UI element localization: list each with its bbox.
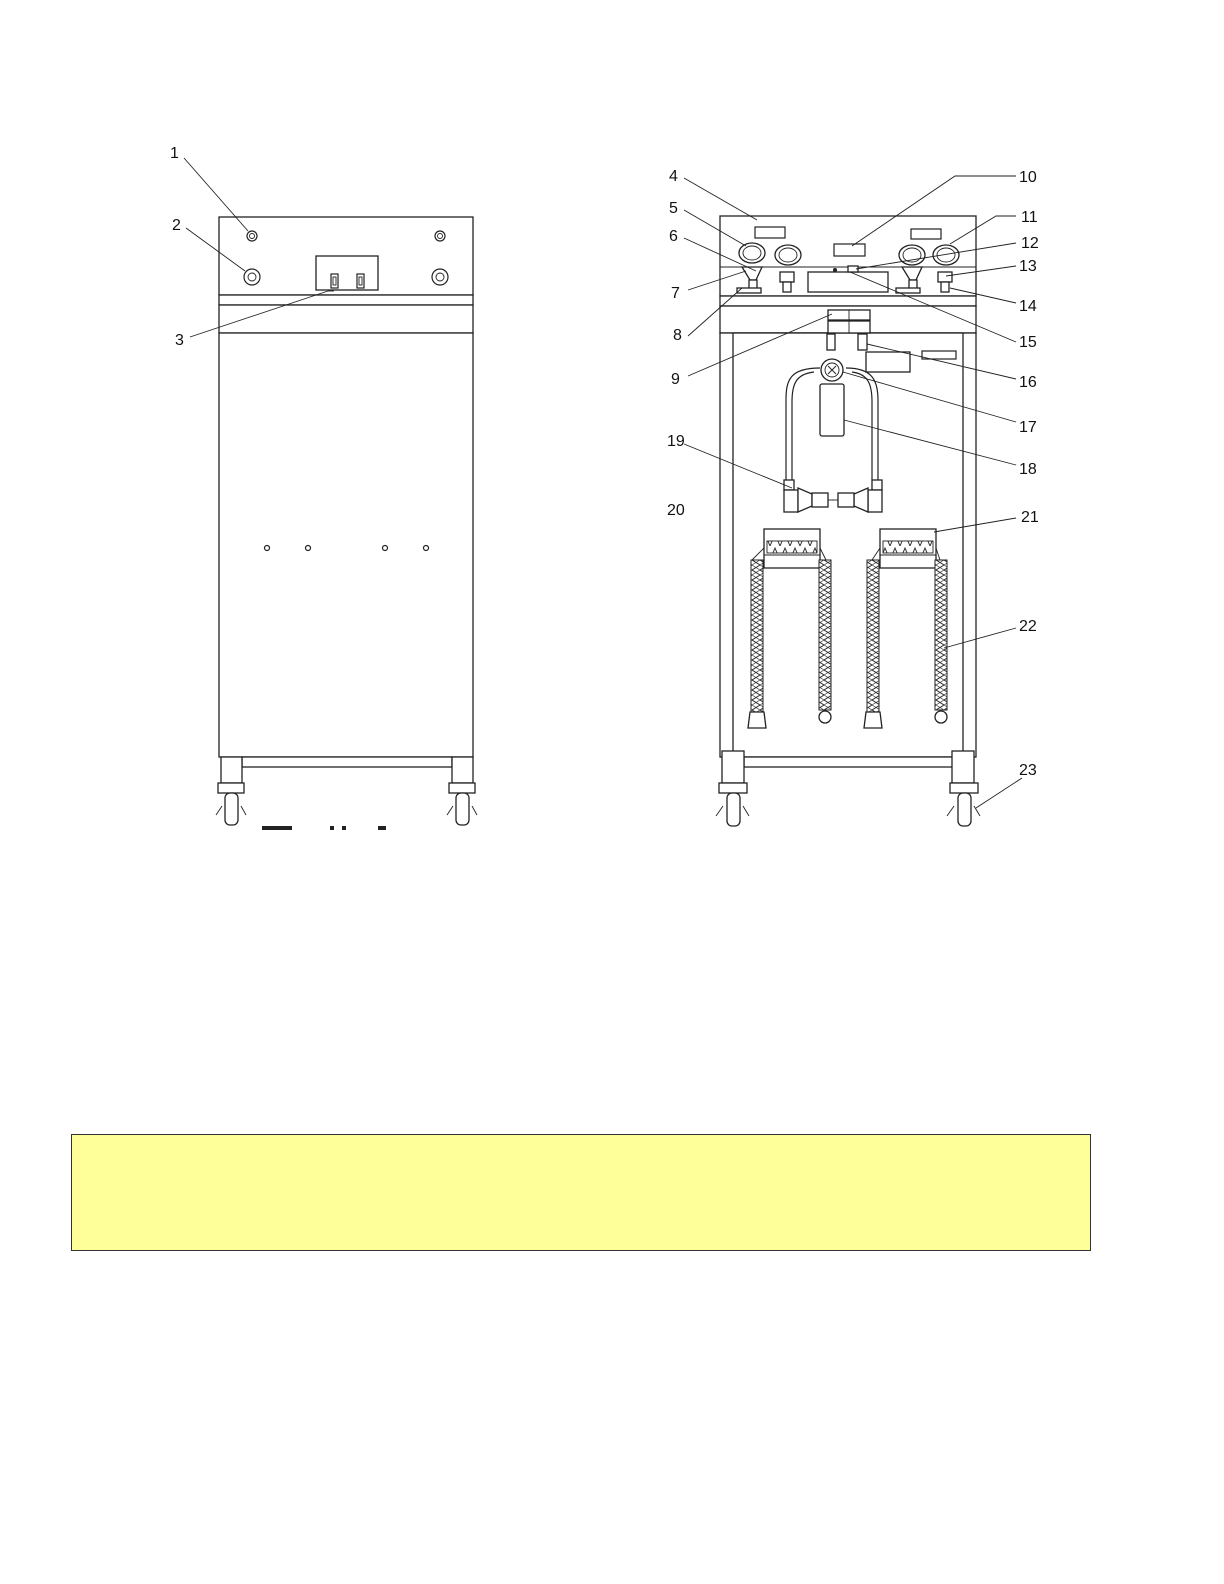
front-leg-left <box>722 751 744 783</box>
front-leg-right <box>952 751 974 783</box>
gauge-right-2 <box>933 245 959 265</box>
callout-16: 16 <box>1019 374 1037 391</box>
callout-8: 8 <box>673 327 682 344</box>
right-fitting-16 <box>858 334 867 350</box>
note-box <box>71 1134 1091 1251</box>
gauge-right-1 <box>899 245 925 265</box>
valve-stem <box>827 334 835 350</box>
callout-19: 19 <box>667 433 685 450</box>
power-switch-box <box>316 256 378 290</box>
coiled-cable-3 <box>864 548 882 728</box>
callout-5: 5 <box>669 200 678 217</box>
gauge-left-1 <box>739 243 765 263</box>
center-display <box>808 272 888 292</box>
filter-canister <box>820 384 844 436</box>
callout-15: 15 <box>1019 334 1037 351</box>
rear-lower-panel <box>219 333 473 757</box>
callout-11: 11 <box>1021 209 1038 226</box>
manifold-block <box>828 310 870 333</box>
callout-14: 14 <box>1019 298 1037 315</box>
caster-front-left <box>716 783 749 826</box>
clamp-holder-right <box>880 529 936 568</box>
indicator-light <box>833 268 837 272</box>
callout-7: 7 <box>671 285 680 302</box>
callout-23: 23 <box>1019 762 1037 779</box>
callout-17: 17 <box>1019 419 1037 436</box>
callout-20: 20 <box>667 502 685 519</box>
callout-6: 6 <box>669 228 678 245</box>
caster-rear-right <box>447 783 477 825</box>
regulator-gauge <box>821 359 843 381</box>
callout-12: 12 <box>1021 235 1039 252</box>
callout-4: 4 <box>669 168 678 185</box>
callout-21: 21 <box>1021 509 1039 526</box>
coiled-cable-4 <box>935 548 947 723</box>
coiled-cable-1 <box>748 548 766 728</box>
callout-2: 2 <box>172 217 181 234</box>
leg-right <box>452 757 473 783</box>
coiled-cable-2 <box>819 548 831 723</box>
callout-18: 18 <box>1019 461 1037 478</box>
callout-13: 13 <box>1019 258 1037 275</box>
caster-rear-left <box>216 783 246 825</box>
rear-view <box>216 217 477 830</box>
rear-shelf <box>219 305 473 333</box>
callout-3: 3 <box>175 332 184 349</box>
caster-front-right <box>947 783 980 826</box>
filter-housing-box <box>866 352 910 372</box>
front-view <box>716 216 980 826</box>
leg-left <box>221 757 242 783</box>
callout-9: 9 <box>671 371 680 388</box>
callout-1: 1 <box>170 145 179 162</box>
gauge-left-2 <box>775 245 801 265</box>
clamp-holder-left <box>764 529 820 568</box>
callout-22: 22 <box>1019 618 1037 635</box>
callout-10: 10 <box>1019 169 1037 186</box>
